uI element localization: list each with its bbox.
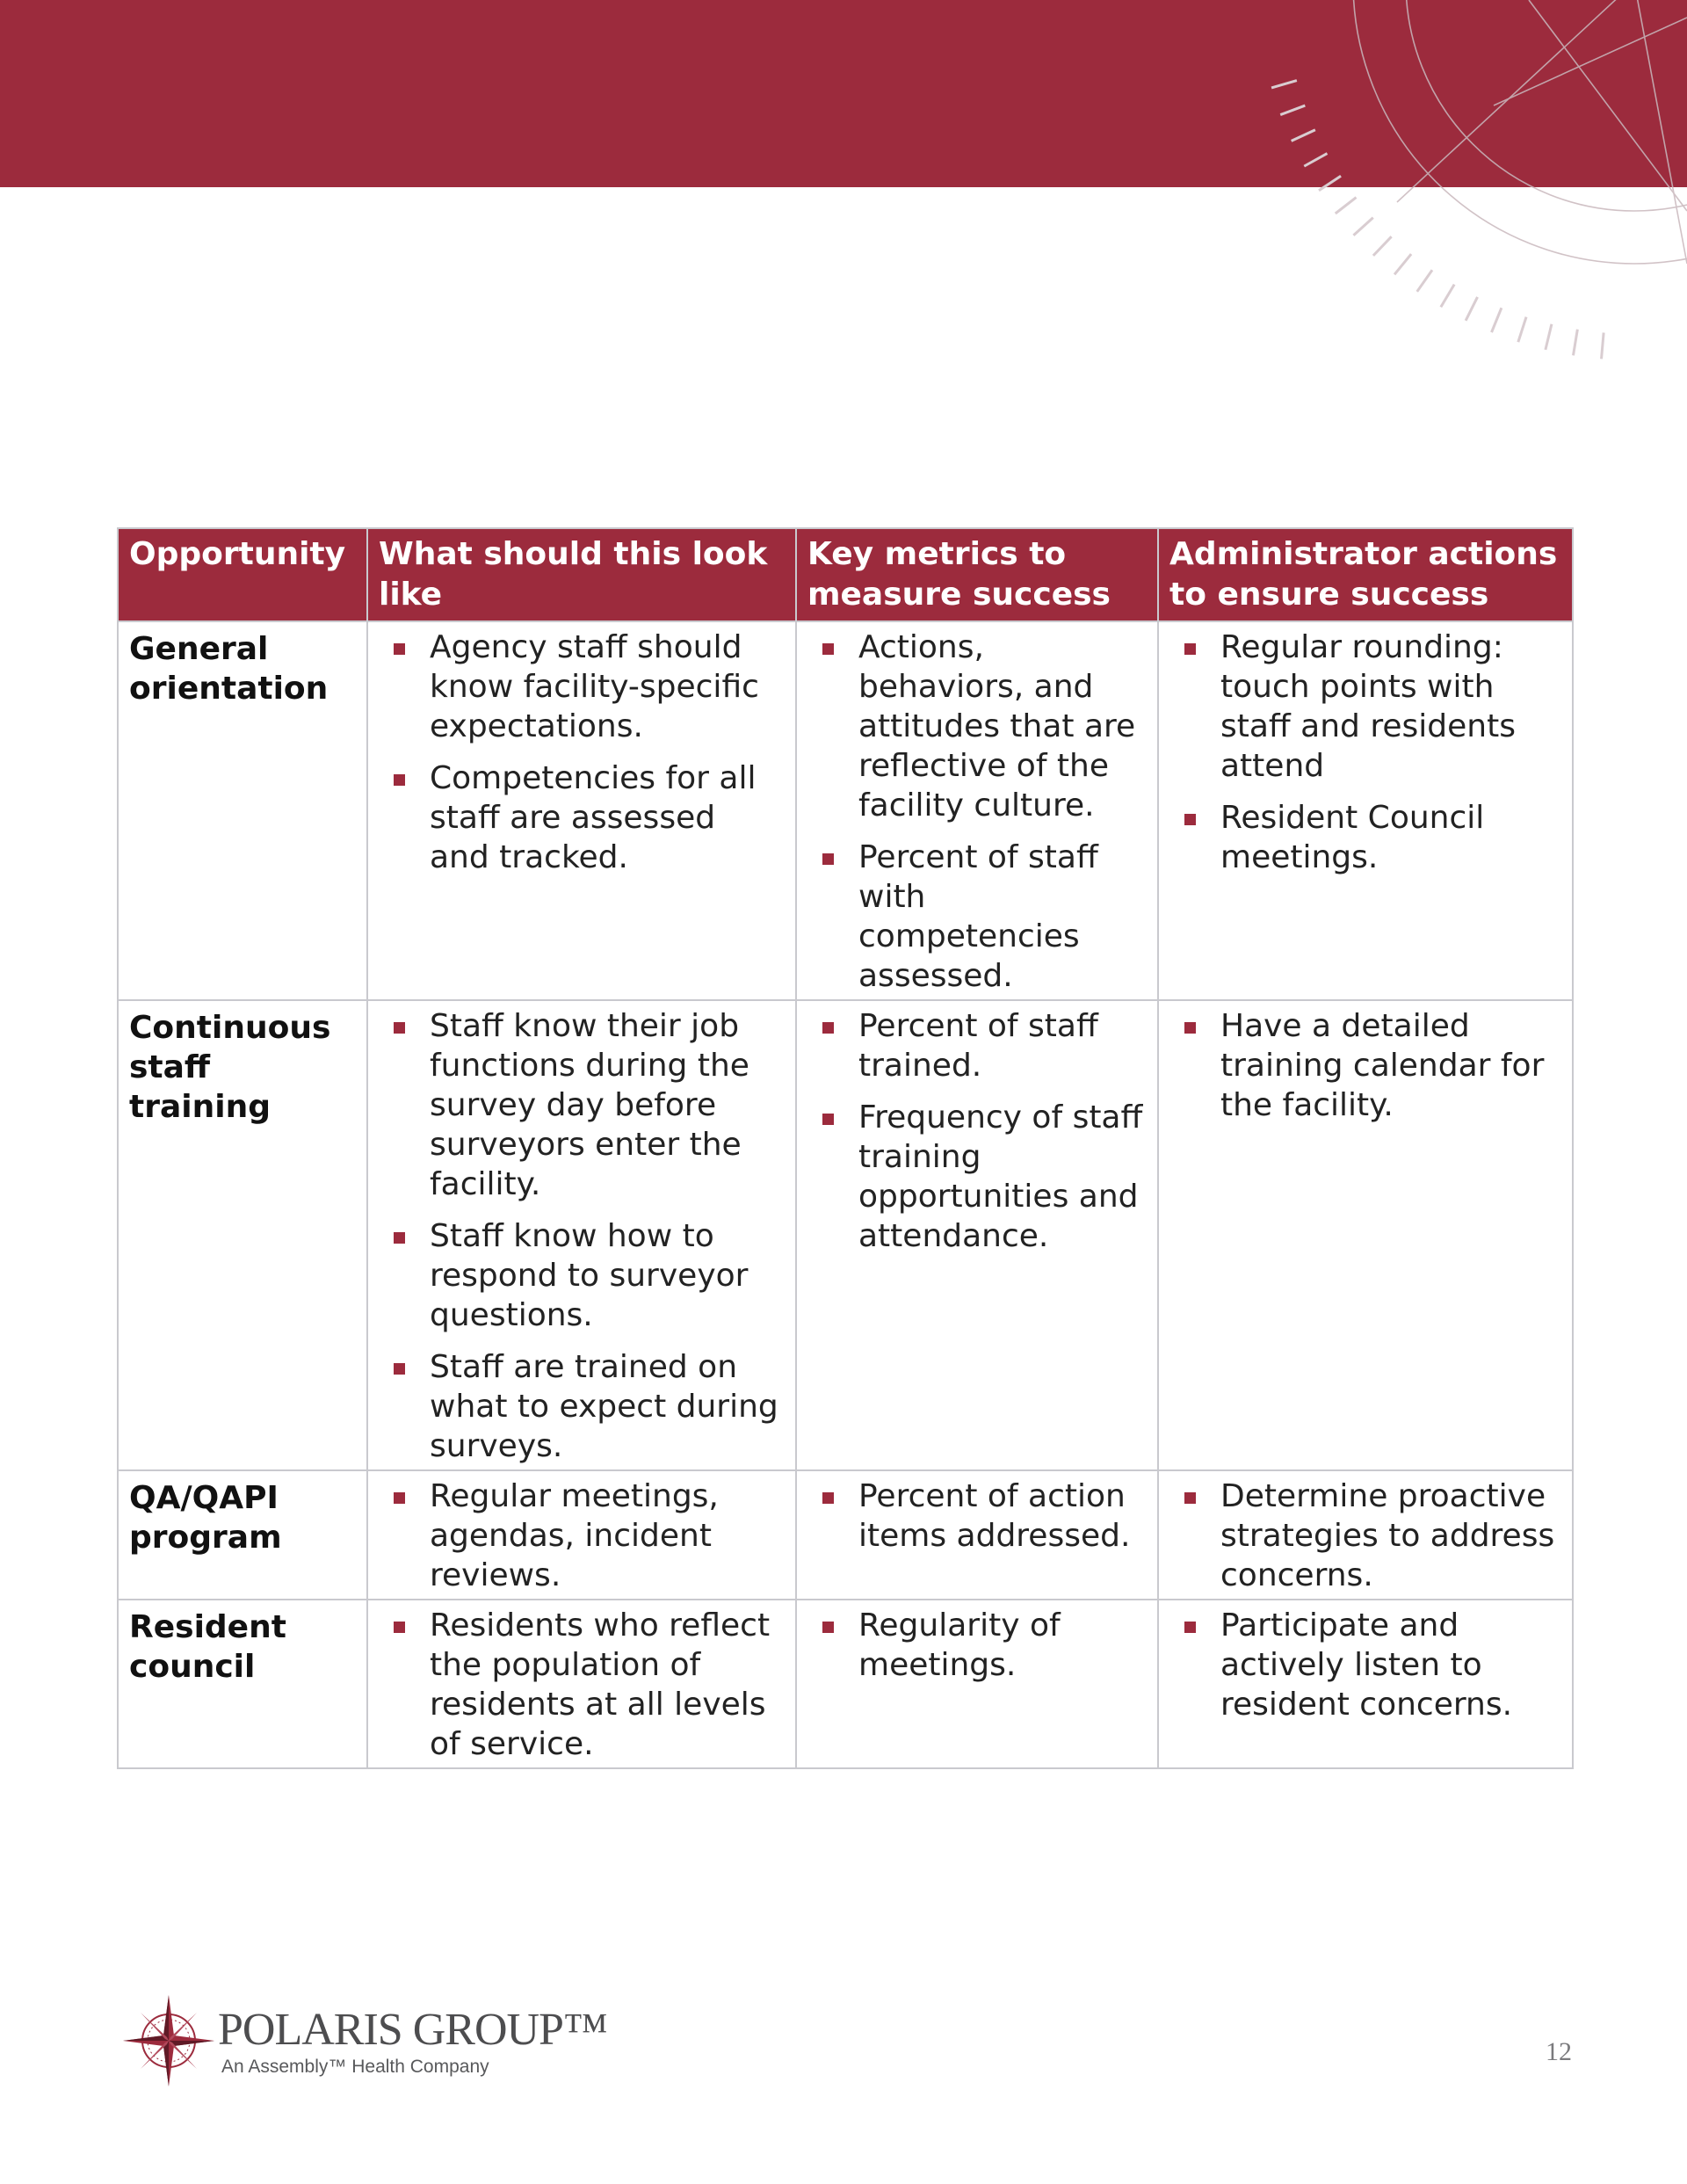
polaris-group-logo — [121, 1993, 607, 2090]
look-like-list — [384, 1606, 785, 1764]
look-like-list — [384, 1477, 785, 1595]
metrics-cell — [796, 621, 1158, 1000]
metrics-cell — [796, 1600, 1158, 1768]
header-look-like: What should this look like — [367, 528, 796, 621]
list-item — [813, 1098, 1147, 1256]
list-item — [384, 1347, 785, 1466]
square-bullet-icon — [822, 1492, 834, 1504]
actions-list — [1175, 1006, 1561, 1125]
square-bullet-icon — [394, 1232, 405, 1244]
metrics-list — [813, 628, 1147, 996]
square-bullet-icon — [1184, 1492, 1196, 1504]
table-row-resident-council — [118, 1600, 1573, 1768]
list-item-text: Residents who reflect the population of residents at all levels of service. — [430, 1607, 771, 1762]
square-bullet-icon — [394, 1622, 405, 1633]
list-item — [1175, 1606, 1561, 1724]
list-item-text: Determine proactive strategies to address concerns. — [1220, 1478, 1555, 1593]
list-item-text: Regular meetings, agendas, incident reviews. — [430, 1478, 719, 1593]
list-item — [813, 838, 1147, 996]
list-item — [1175, 628, 1561, 786]
square-bullet-icon — [822, 1622, 834, 1633]
list-item — [813, 628, 1147, 825]
list-item — [1175, 1477, 1561, 1595]
square-bullet-icon — [822, 643, 834, 655]
table-header-row — [118, 528, 1573, 621]
actions-cell — [1158, 621, 1573, 1000]
square-bullet-icon — [394, 1492, 405, 1504]
opportunity-cell: General orientation — [118, 621, 367, 1000]
square-bullet-icon — [1184, 814, 1196, 825]
actions-cell — [1158, 1000, 1573, 1470]
list-item-text: Staff know how to respond to surveyor questions. — [430, 1218, 749, 1333]
header-actions: Administrator actions to ensure success — [1158, 528, 1573, 621]
opportunity-cell: QA/QAPI program — [118, 1470, 367, 1600]
list-item-text: Regularity of meetings. — [858, 1607, 1061, 1683]
list-item — [384, 628, 785, 746]
list-item-text: Staff know their job functions during the survey day before surveyors enter the facility. — [430, 1008, 749, 1202]
actions-cell — [1158, 1600, 1573, 1768]
list-item — [384, 1006, 785, 1204]
list-item-text: Agency staff should know facility-specific expectations. — [430, 629, 759, 744]
list-item-text: Percent of action items addressed. — [858, 1478, 1131, 1554]
list-item — [384, 1477, 785, 1595]
table-row-qa-qapi-program — [118, 1470, 1573, 1600]
list-item-text: Regular rounding: touch points with staff and residents attend — [1220, 629, 1516, 784]
metrics-list — [813, 1477, 1147, 1556]
header-metrics: Key metrics to measure success — [796, 528, 1158, 621]
list-item-text: Resident Council meetings. — [1220, 800, 1485, 875]
square-bullet-icon — [822, 853, 834, 865]
table-row-continuous-staff-training — [118, 1000, 1573, 1470]
list-item-text: Staff are trained on what to expect during surveys. — [430, 1349, 778, 1464]
square-bullet-icon — [1184, 1022, 1196, 1034]
logo-name: POLARIS GROUP™ — [218, 2005, 607, 2055]
list-item-text: Participate and actively listen to resident concerns. — [1220, 1607, 1513, 1723]
list-item-text: Percent of staff trained. — [858, 1008, 1098, 1084]
compass-rose-icon — [121, 1993, 216, 2088]
actions-list — [1175, 1606, 1561, 1724]
list-item — [384, 1216, 785, 1335]
look-like-cell — [367, 1470, 796, 1600]
square-bullet-icon — [822, 1022, 834, 1034]
square-bullet-icon — [1184, 643, 1196, 655]
look-like-list — [384, 628, 785, 877]
opportunity-table — [117, 527, 1574, 1769]
actions-list — [1175, 1477, 1561, 1595]
square-bullet-icon — [394, 774, 405, 786]
list-item — [1175, 798, 1561, 877]
list-item — [1175, 1006, 1561, 1125]
page-number: 12 — [1546, 2037, 1572, 2066]
list-item — [384, 758, 785, 877]
square-bullet-icon — [394, 643, 405, 655]
header-opportunity: Opportunity — [118, 528, 367, 621]
list-item-text: Frequency of staff training opportunities and attendance. — [858, 1099, 1143, 1254]
compass-decoration-icon — [1265, 0, 1687, 404]
list-item-text: Competencies for all staff are assessed and tracked. — [430, 760, 757, 875]
actions-cell — [1158, 1470, 1573, 1600]
list-item — [813, 1006, 1147, 1085]
look-like-list — [384, 1006, 785, 1466]
square-bullet-icon — [394, 1022, 405, 1034]
look-like-cell — [367, 621, 796, 1000]
metrics-cell — [796, 1470, 1158, 1600]
list-item — [813, 1606, 1147, 1685]
list-item — [813, 1477, 1147, 1556]
list-item — [384, 1606, 785, 1764]
metrics-list — [813, 1606, 1147, 1685]
square-bullet-icon — [1184, 1622, 1196, 1633]
look-like-cell — [367, 1600, 796, 1768]
table-row-general-orientation — [118, 621, 1573, 1000]
list-item-text: Have a detailed training calendar for the facility. — [1220, 1008, 1545, 1123]
actions-list — [1175, 628, 1561, 877]
look-like-cell — [367, 1000, 796, 1470]
logo-tagline: An Assembly™ Health Company — [221, 2057, 489, 2077]
list-item-text: Actions, behaviors, and attitudes that are reflective of the facility culture. — [858, 629, 1136, 824]
list-item-text: Percent of staff with competencies assessed. — [858, 839, 1098, 994]
metrics-cell — [796, 1000, 1158, 1470]
opportunity-cell: Continuous staff training — [118, 1000, 367, 1470]
opportunity-cell: Resident council — [118, 1600, 367, 1768]
square-bullet-icon — [822, 1114, 834, 1125]
square-bullet-icon — [394, 1363, 405, 1375]
metrics-list — [813, 1006, 1147, 1256]
